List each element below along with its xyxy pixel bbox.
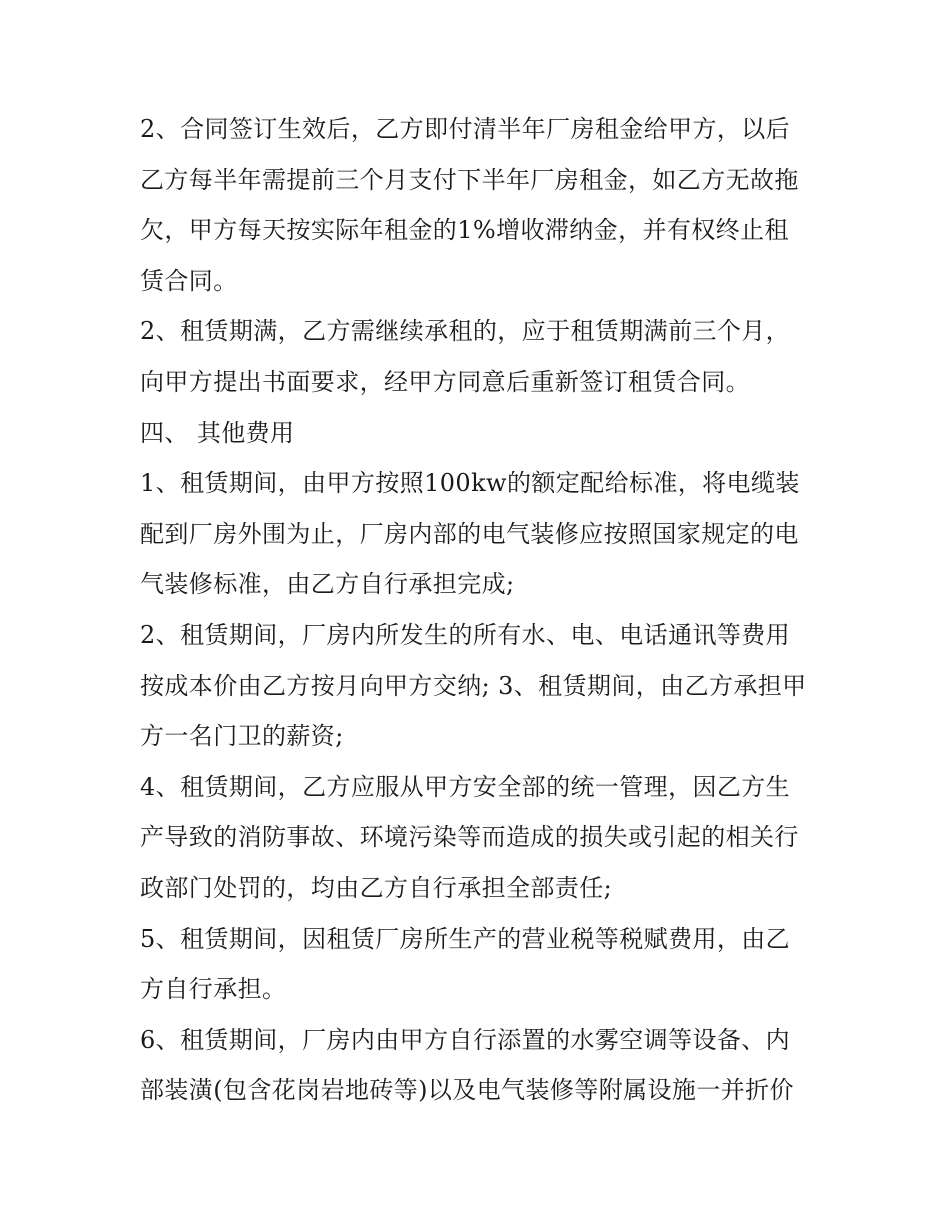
text-line: 2、租赁期满，乙方需继续承租的，应于租赁期满前三个月， [140, 317, 791, 346]
text-line: 2、合同签订生效后，乙方即付清半年厂房租金给甲方，以后 [140, 115, 791, 143]
text-line: 乙方每半年需提前三个月支付下半年厂房租金，如乙方无故拖 [140, 165, 799, 194]
text-line: 2、租赁期间，厂房内所发生的所有水、电、电话通讯等费用 [140, 620, 791, 649]
section-heading: 四、 其他费用 [140, 418, 295, 447]
text-line: 按成本价由乙方按月向甲方交纳; 3、租赁期间，由乙方承担甲 [140, 671, 807, 700]
text-line: 欠，甲方每天按实际年租金的1%增收滞纳金，并有权终止租 [140, 216, 789, 245]
text-line: 方一名门卫的薪资; [140, 722, 344, 751]
text-line: 6、租赁期间，厂房内由甲方自行添置的水雾空调等设备、内 [140, 1025, 791, 1054]
document-body [140, 104, 820, 1116]
text-line: 4、租赁期间，乙方应服从甲方安全部的统一管理，因乙方生 [140, 772, 791, 801]
text-line: 气装修标准，由乙方自行承担完成; [140, 570, 515, 599]
text-line: 1、租赁期间，由甲方按照100kw的额定配给标准，将电缆装 [140, 469, 800, 498]
text-line: 部装潢(包含花岗岩地砖等)以及电气装修等附属设施一并折价 [140, 1076, 794, 1105]
text-line: 赁合同。 [140, 266, 238, 295]
text-line: 向甲方提出书面要求，经甲方同意后重新签订租赁合同。 [140, 367, 750, 396]
text-line: 产导致的消防事故、环境污染等而造成的损失或引起的相关行 [140, 823, 799, 852]
text-line: 方自行承担。 [140, 975, 287, 1004]
text-line: 政部门处罚的，均由乙方自行承担全部责任; [140, 873, 613, 902]
text-line: 配到厂房外围为止，厂房内部的电气装修应按照国家规定的电 [140, 519, 799, 548]
text-line: 5、租赁期间，因租赁厂房所生产的营业税等税赋费用，由乙 [140, 924, 791, 953]
